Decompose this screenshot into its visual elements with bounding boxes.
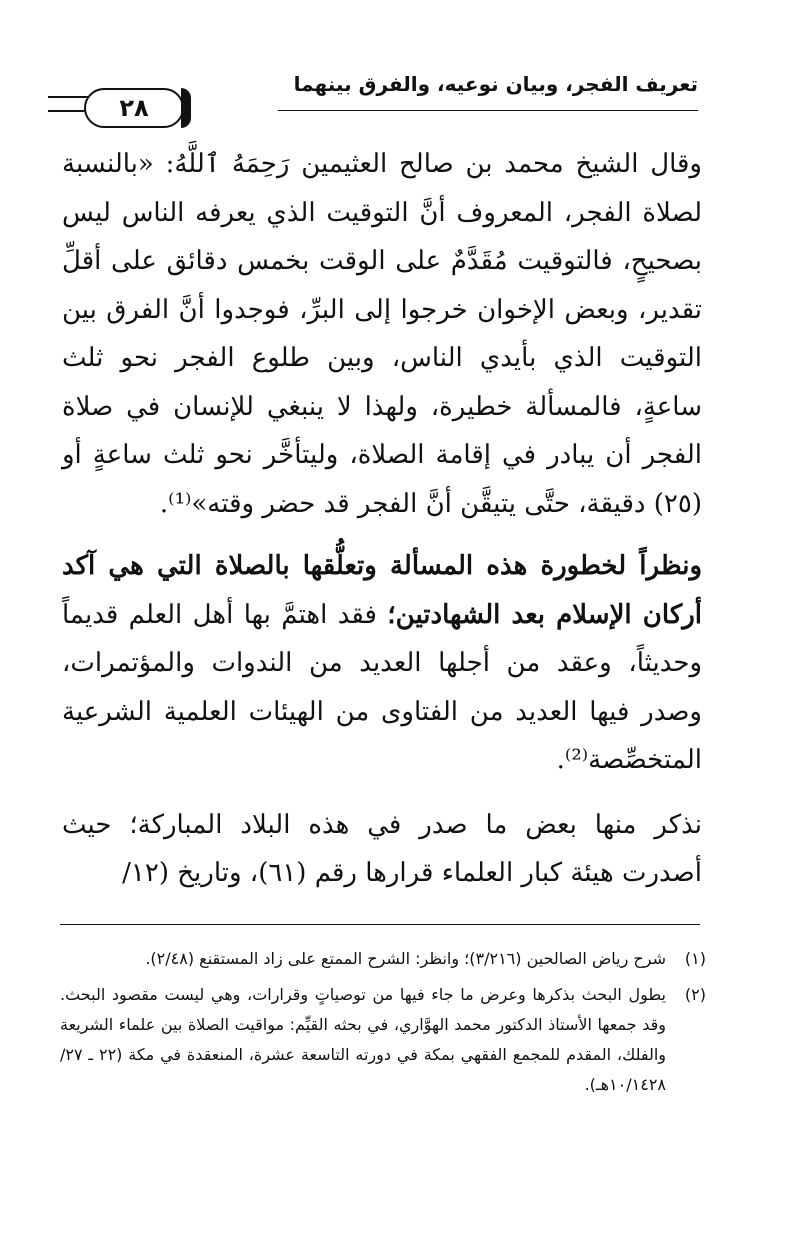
page-number-badge (84, 88, 184, 128)
page-number: ٢٨ (119, 94, 149, 122)
footnote-rule (60, 924, 700, 925)
footnote-item (60, 980, 706, 1100)
paragraph-rest: فقد اهتمَّ بها أهل العلم قديماً وحديثاً، وعقد من أجلها العديد من الندوات والمؤتمرات، وصدر فيها العديد من الفتاوى من الهيئات العلمية الشرعية المتخصِّصة⁽²⁾. (62, 599, 702, 775)
footnote-item (60, 944, 706, 974)
header-ornament-bar (181, 88, 191, 128)
paragraph-quote: وقال الشيخ محمد بن صالح العثيمين رَحِمَهُ ٱللَّهُ: «بالنسبة لصلاة الفجر، المعروف أنَّ التوقيت الذي يعرفه الناس ليس بصحيحٍ، فالتوقيت مُقَدَّمٌ على الوقت بخمس دقائق على أقلِّ تقدير، وبعض الإخوان خرجوا إلى البرِّ، فوجدوا أنَّ الفرق بين التوقيت الذي بأيدي الناس، وبين طلوع الفجر نحو ثلث ساعةٍ، فالمسألة خطيرة، ولهذا لا ينبغي للإنسان في صلاة الفجر أن يبادر في إقامة الصلاة، وليتأخَّر نحو ثلث ساعةٍ أو (٢٥) دقيقة، حتَّى يتيقَّن أنَّ الفجر قد حضر وقته»⁽¹⁾. (62, 149, 702, 519)
header-rule (278, 110, 698, 111)
header-ornament-lines (48, 96, 88, 112)
footnote-text: شرح رياض الصالحين (٣/٢١٦)؛ وانظر: الشرح الممتع على زاد المستقنع (٢/٤٨). (145, 949, 666, 968)
paragraph-importance (62, 542, 702, 785)
paragraph-decision: نذكر منها بعض ما صدر في هذه البلاد المباركة؛ حيث أصدرت هيئة كبار العلماء قرارها رقم (٦١)، وتاريخ (١٢/ (62, 809, 702, 888)
footnotes (60, 944, 706, 1106)
running-title: تعريف الفجر، وبيان نوعيه، والفرق بينهما (293, 72, 698, 96)
paragraph-bold-lead: ونظراً لخطورة هذه المسألة وتعلُّقها بالصلاة التي هي آكد أركان الإسلام بعد الشهادتين؛ (62, 551, 702, 630)
footnote-number: (٢) (684, 985, 706, 1004)
footnote-number: (١) (684, 949, 706, 968)
page-header (48, 70, 698, 130)
footnote-text: يطول البحث بذكرها وعرض ما جاء فيها من توصياتٍ وقرارات، وهي ليست مقصود البحث. وقد جمعها الأستاذ الدكتور محمد الهوَّاري، في بحثه القيِّم: مواقيت الصلاة بين علماء الشريعة والفلك، المقدم للمجمع الفقهي بمكة في دورته التاسعة عشرة، المنعقدة في مكة (٢٢ ـ ٢٧/ ١٠/١٤٢٨هـ). (60, 985, 666, 1094)
main-text (62, 140, 702, 898)
